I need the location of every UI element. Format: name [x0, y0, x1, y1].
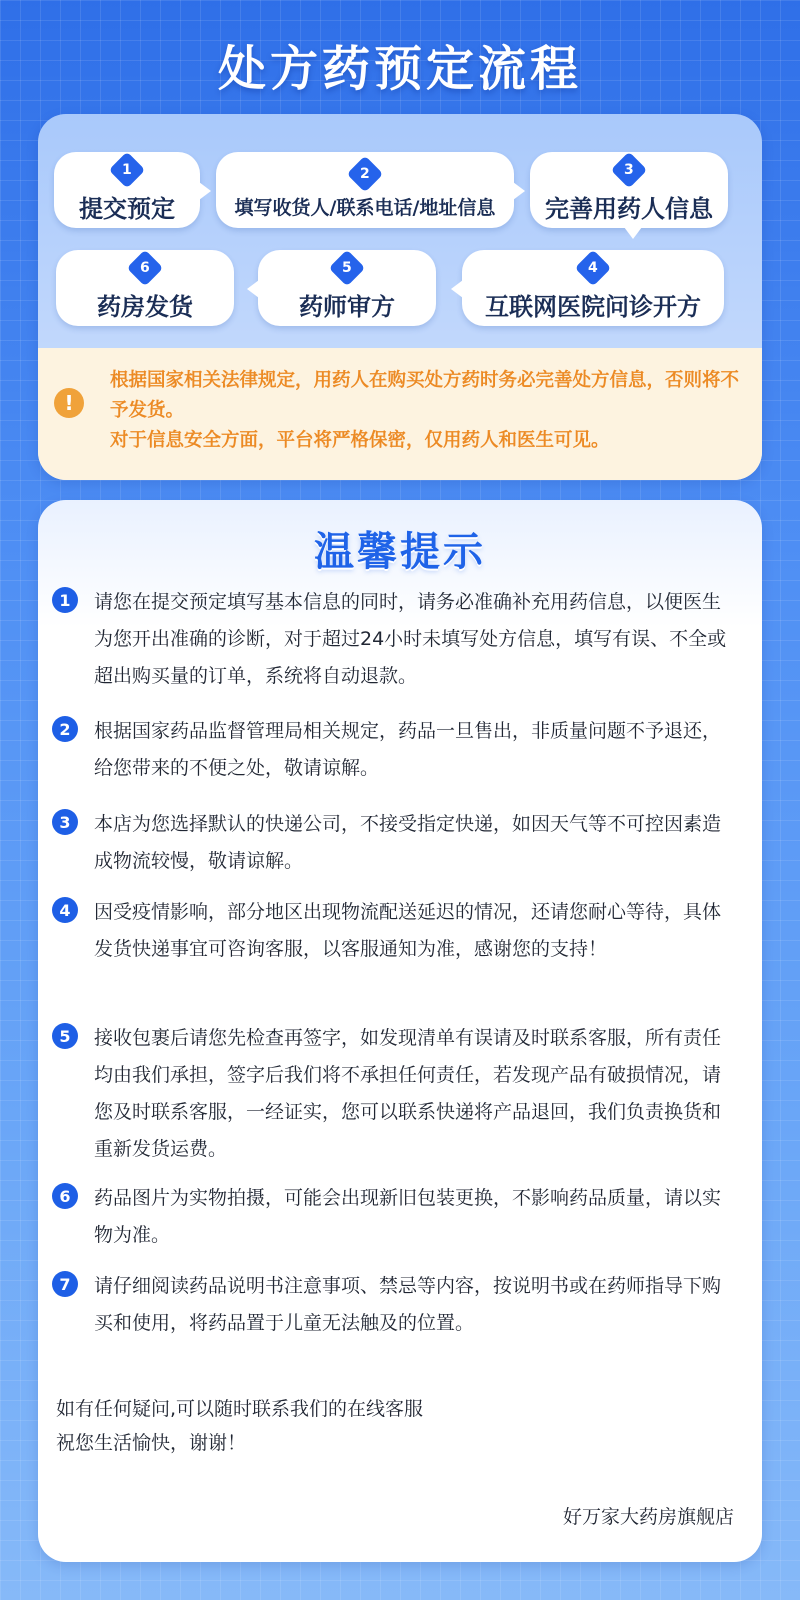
tip-number-badge: 2	[52, 716, 78, 742]
tip-text: 接收包裹后请您先检查再签字，如发现清单有误请及时联系客服，所有责任均由我们承担，签字后我们将不承担任何责任，若发现产品有破损情况，请您及时联系客服，一经证实，您可以联系快递将产品退回，我们负责换货和重新发货运费。	[94, 1027, 722, 1160]
step-label: 完善用药人信息	[545, 194, 713, 223]
tip-number-badge: 3	[52, 809, 78, 835]
step-number-badge: 3	[611, 151, 648, 188]
notice-line-1: 根据国家相关法律规定，用药人在购买处方药时务必完善处方信息，否则将不予发货。	[110, 370, 740, 421]
legal-notice	[38, 348, 762, 480]
step-label: 药师审方	[299, 292, 395, 321]
step-label: 填写收货人/联系电话/地址信息	[234, 196, 496, 219]
notice-line-2: 对于信息安全方面，平台将严格保密，仅用药人和医生可见。	[110, 430, 610, 451]
step-number-badge: 1	[109, 151, 146, 188]
warning-icon: !	[54, 388, 84, 418]
tip-number-badge: 7	[52, 1271, 78, 1297]
flow-step-4	[462, 250, 724, 326]
tip-text: 本店为您选择默认的快递公司，不接受指定快递，如因天气等不可控因素造成物流较慢，敬请谅解。	[94, 813, 722, 872]
tip-text: 药品图片为实物拍摄，可能会出现新旧包装更换，不影响药品质量，请以实物为准。	[94, 1187, 722, 1246]
tip-number-badge: 4	[52, 897, 78, 923]
step-number-badge: 4	[575, 249, 612, 286]
step-label: 提交预定	[79, 194, 175, 223]
tip-number-badge: 1	[52, 587, 78, 613]
tip-number-badge: 5	[52, 1023, 78, 1049]
flow-step-5	[258, 250, 436, 326]
step-label: 互联网医院问诊开方	[485, 292, 701, 321]
page-title: 处方药预定流程	[217, 41, 582, 97]
step-number-badge: 6	[127, 249, 164, 286]
tip-text: 根据国家药品监督管理局相关规定，药品一旦售出，非质量问题不予退还，给您带来的不便之处，敬请谅解。	[94, 720, 722, 779]
tip-text: 因受疫情影响，部分地区出现物流配送延迟的情况，还请您耐心等待，具体发货快递事宜可咨询客服，以客服通知为准，感谢您的支持！	[94, 901, 722, 960]
shop-name: 好万家大药房旗舰店	[562, 1506, 734, 1528]
closing-message	[56, 1392, 423, 1460]
flow-panel	[38, 114, 762, 480]
flow-step-1	[54, 152, 200, 228]
closing-line-1: 如有任何疑问,可以随时联系我们的在线客服	[56, 1398, 424, 1420]
tip-number-badge: 6	[52, 1183, 78, 1209]
flow-step-3	[530, 152, 728, 228]
tips-title: 温馨提示	[314, 529, 486, 575]
step-label: 药房发货	[97, 292, 193, 321]
tip-text: 请仔细阅读药品说明书注意事项、禁忌等内容，按说明书或在药师指导下购买和使用，将药品置于儿童无法触及的位置。	[94, 1275, 722, 1334]
closing-line-2: 祝您生活愉快，谢谢！	[56, 1432, 247, 1454]
notice-text	[110, 366, 750, 456]
step-number-badge: 5	[329, 249, 366, 286]
flow-step-6	[56, 250, 234, 326]
step-number-badge: 2	[347, 155, 384, 192]
flow-step-2	[216, 152, 514, 228]
tip-text: 请您在提交预定填写基本信息的同时，请务必准确补充用药信息，以便医生为您开出准确的诊断，对于超过24小时未填写处方信息，填写有误、不全或超出购买量的订单，系统将自动退款。	[94, 591, 727, 687]
